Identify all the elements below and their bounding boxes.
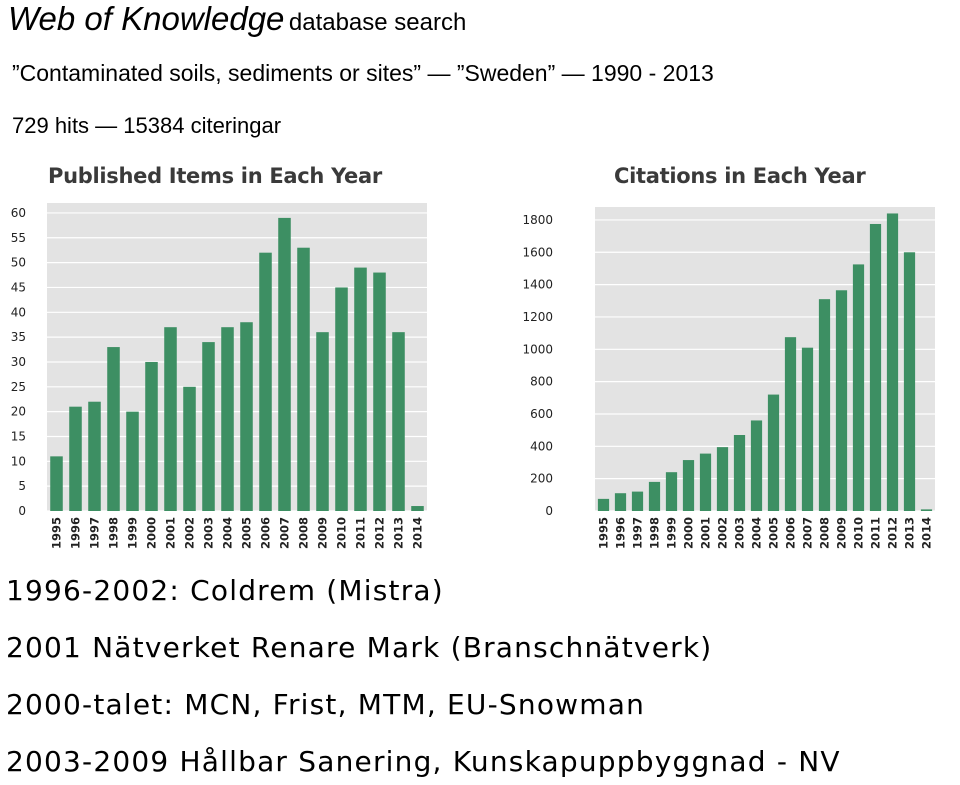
- bar-2003: [202, 342, 215, 511]
- x-tick-label: 2005: [239, 517, 254, 550]
- bar-2001: [164, 327, 177, 511]
- y-tick-label: 15: [10, 429, 26, 444]
- x-tick-label: 2014: [410, 517, 425, 550]
- bar-2003: [734, 435, 745, 511]
- x-tick-label: 2008: [817, 517, 832, 550]
- bar-2013: [392, 332, 405, 511]
- bar-2004: [751, 420, 762, 511]
- x-tick-label: 1999: [125, 517, 140, 550]
- x-tick-label: 1998: [647, 517, 662, 550]
- page-title: [8, 0, 466, 38]
- bar-2002: [183, 387, 196, 511]
- bar-2005: [240, 322, 253, 511]
- bar-2013: [904, 252, 915, 511]
- x-tick-label: 2011: [353, 517, 368, 550]
- bar-2005: [768, 395, 779, 511]
- x-tick-label: 2010: [334, 517, 349, 550]
- x-tick-label: 2001: [163, 517, 178, 550]
- bar-1995: [50, 456, 63, 511]
- x-tick-label: 1999: [664, 517, 679, 550]
- bar-1996: [615, 493, 626, 511]
- x-tick-label: 2010: [851, 517, 866, 550]
- bar-2009: [836, 290, 847, 511]
- y-tick-label: 45: [10, 280, 26, 295]
- y-tick-label: 20: [10, 404, 26, 419]
- x-tick-label: 1996: [613, 517, 628, 550]
- bar-2010: [853, 264, 864, 511]
- bar-1995: [598, 499, 609, 511]
- x-tick-label: 2012: [885, 517, 900, 550]
- x-tick-label: 2004: [749, 517, 764, 550]
- y-tick-label: 60: [10, 205, 26, 220]
- x-tick-label: 2012: [372, 517, 387, 550]
- x-tick-label: 2013: [902, 517, 917, 550]
- bar-2014: [411, 506, 424, 511]
- y-tick-label: 1000: [522, 342, 553, 357]
- x-tick-label: 1997: [87, 517, 102, 550]
- y-tick-label: 0: [18, 504, 26, 518]
- y-tick-label: 1200: [522, 309, 553, 324]
- bar-1996: [69, 407, 82, 511]
- x-tick-label: 2009: [315, 517, 330, 550]
- bar-2006: [259, 253, 272, 511]
- x-tick-label: 2004: [220, 517, 235, 550]
- query-line: ”Contaminated soils, sediments or sites” — ”Sweden” — 1990 - 2013: [12, 60, 714, 86]
- x-tick-label: 2008: [296, 517, 311, 550]
- x-tick-label: 2007: [800, 517, 815, 550]
- x-tick-label: 2014: [919, 517, 934, 550]
- y-tick-label: 35: [10, 330, 26, 345]
- bar-2000: [145, 362, 158, 511]
- bar-2007: [802, 348, 813, 511]
- x-tick-label: 1995: [49, 517, 64, 550]
- bar-2011: [870, 224, 881, 511]
- y-tick-label: 0: [545, 504, 553, 518]
- citations-chart: [515, 195, 945, 560]
- x-tick-label: 1997: [630, 517, 645, 550]
- bar-1998: [649, 482, 660, 511]
- y-tick-label: 50: [10, 255, 26, 270]
- x-tick-label: 2000: [144, 517, 159, 550]
- bar-2004: [221, 327, 234, 511]
- bar-1999: [126, 412, 139, 511]
- published-items-chart: [0, 195, 440, 560]
- y-tick-label: 40: [10, 305, 26, 320]
- hits-line: 729 hits — 15384 citeringar: [12, 113, 282, 138]
- bar-2012: [373, 273, 386, 511]
- y-tick-label: 1800: [522, 212, 553, 227]
- y-tick-label: 1400: [522, 277, 553, 292]
- note-line-4: 2003-2009 Hållbar Sanering, Kunskapuppbyggnad - NV: [6, 745, 841, 778]
- x-tick-label: 2006: [258, 517, 273, 550]
- x-tick-label: 2011: [868, 517, 883, 550]
- x-tick-label: 2006: [783, 517, 798, 550]
- bar-2007: [278, 218, 291, 511]
- y-tick-label: 400: [530, 439, 553, 454]
- x-tick-label: 2009: [834, 517, 849, 550]
- note-line-3: 2000-talet: MCN, Frist, MTM, EU-Snowman: [6, 688, 646, 721]
- x-tick-label: 2000: [681, 517, 696, 550]
- x-tick-label: 2013: [391, 517, 406, 550]
- y-tick-label: 5: [18, 479, 26, 494]
- y-tick-label: 600: [530, 406, 553, 421]
- y-tick-label: 30: [10, 354, 26, 369]
- bar-2006: [785, 337, 796, 511]
- x-tick-label: 1998: [106, 517, 121, 550]
- bar-2012: [887, 213, 898, 511]
- x-tick-label: 2003: [201, 517, 216, 550]
- x-tick-label: 2002: [715, 517, 730, 550]
- y-tick-label: 55: [10, 230, 26, 245]
- bar-2009: [316, 332, 329, 511]
- bar-1998: [107, 347, 120, 511]
- plot-background: [47, 203, 427, 511]
- x-tick-label: 2005: [766, 517, 781, 550]
- y-tick-label: 800: [530, 374, 553, 389]
- x-tick-label: 1996: [68, 517, 83, 550]
- x-tick-label: 2007: [277, 517, 292, 550]
- bar-2008: [297, 248, 310, 511]
- chart-title-published: Published Items in Each Year: [48, 164, 382, 188]
- bar-2008: [819, 299, 830, 511]
- bar-1997: [632, 492, 643, 511]
- x-tick-label: 2002: [182, 517, 197, 550]
- note-line-2: 2001 Nätverket Renare Mark (Branschnätverk): [6, 631, 713, 664]
- y-tick-label: 25: [10, 379, 26, 394]
- bar-2014: [921, 509, 932, 511]
- note-line-1: 1996-2002: Coldrem (Mistra): [6, 574, 444, 607]
- chart-title-citations: Citations in Each Year: [614, 164, 866, 188]
- y-tick-label: 200: [530, 471, 553, 486]
- x-tick-label: 1995: [596, 517, 611, 550]
- title-italic: Web of Knowledge: [8, 0, 285, 37]
- bar-1997: [88, 402, 101, 511]
- bar-1999: [666, 472, 677, 511]
- x-tick-label: 2001: [698, 517, 713, 550]
- y-tick-label: 10: [10, 454, 26, 469]
- bar-2001: [700, 454, 711, 511]
- bar-2010: [335, 287, 348, 511]
- title-rest: database search: [288, 9, 467, 36]
- bar-2000: [683, 460, 694, 511]
- bar-2011: [354, 268, 367, 511]
- y-tick-label: 1600: [522, 245, 553, 260]
- x-tick-label: 2003: [732, 517, 747, 550]
- bar-2002: [717, 447, 728, 511]
